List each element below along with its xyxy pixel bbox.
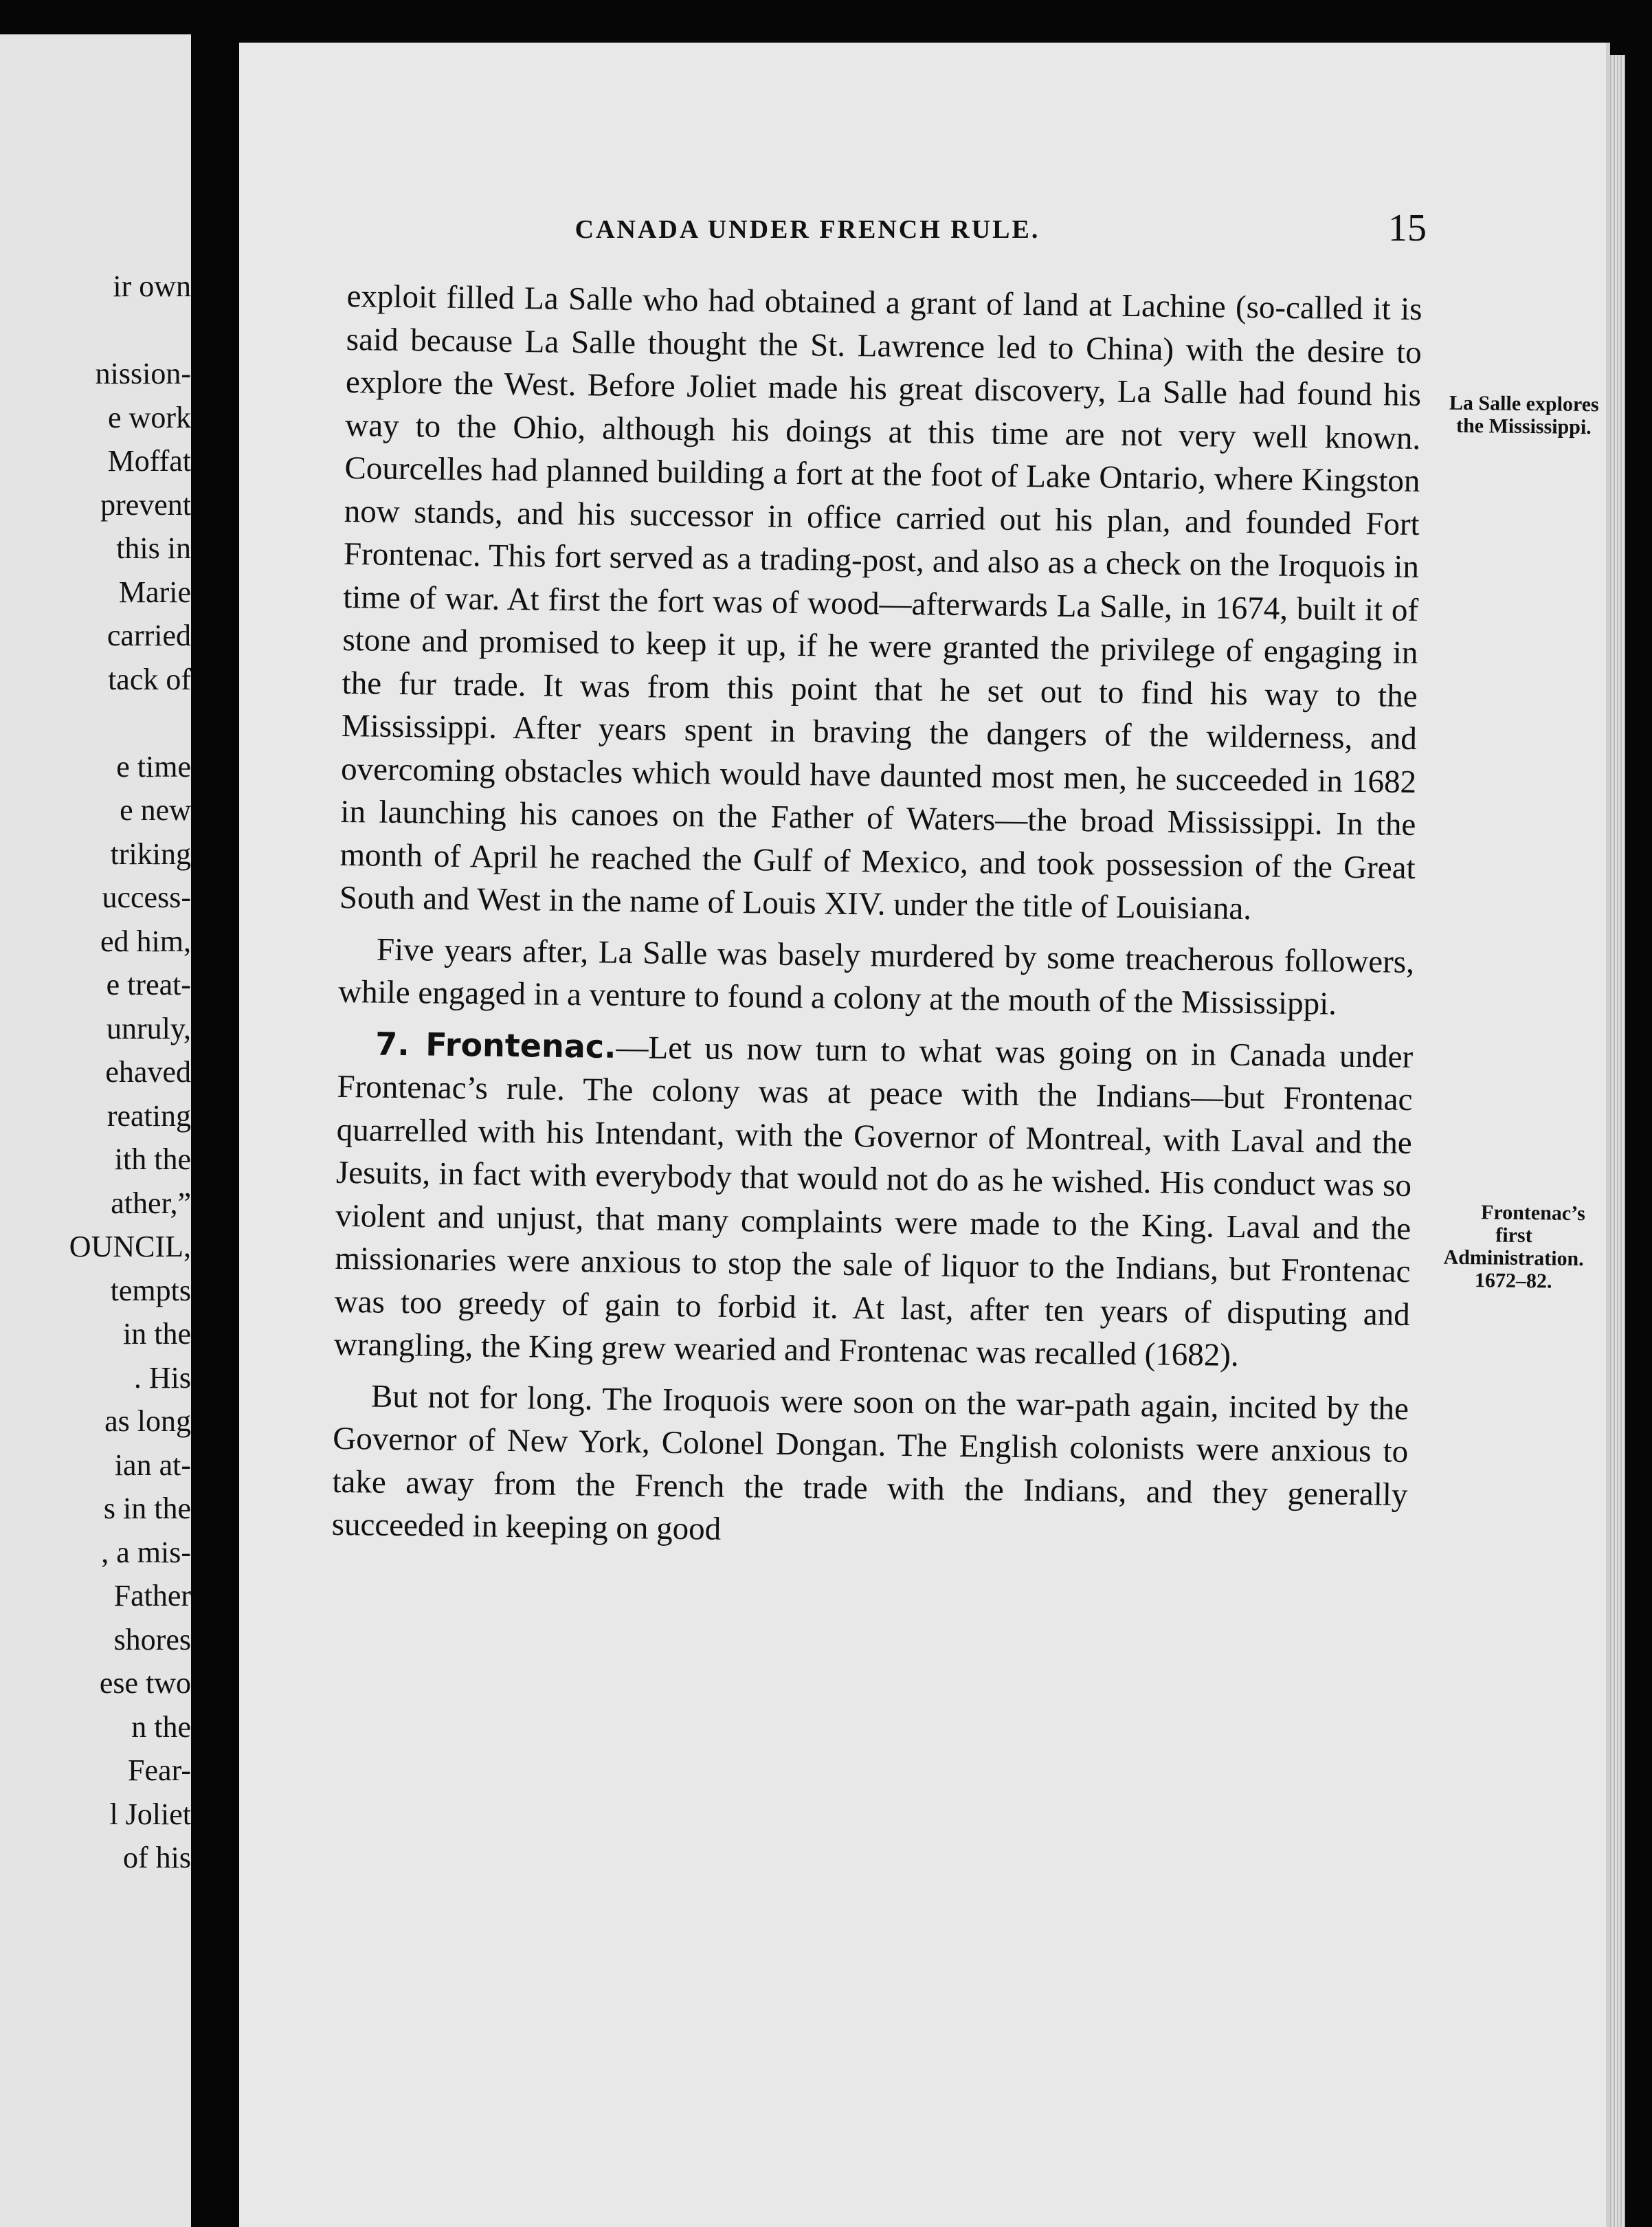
paragraph-la-salle <box>339 275 1599 933</box>
facing-page-line: l Joliet <box>109 1797 191 1831</box>
facing-page-line: . His <box>133 1360 191 1395</box>
facing-page-line: ed him, <box>100 924 191 958</box>
facing-page-fragment <box>0 34 192 2227</box>
margin-note-frontenac <box>1434 1200 1594 1293</box>
margin-note-frontenac-dates: 1672–82. <box>1474 1268 1552 1293</box>
facing-page-line: ese two <box>99 1666 191 1700</box>
facing-page-line: n the <box>131 1709 191 1744</box>
page-edges <box>1610 55 1625 2227</box>
facing-page-line: triking <box>110 836 191 871</box>
facing-page-line: e treat- <box>106 968 191 1001</box>
facing-page-line: this in <box>116 531 191 565</box>
paragraph-la-salle-death: Five years after, La Salle was basely murdered by some treacherous followers, while engaged in a venture to found a colony at the mouth of the Mississippi. <box>337 931 1415 1022</box>
facing-page-line: Father <box>113 1579 191 1613</box>
facing-page-line: ir own <box>113 269 191 303</box>
facing-page-line: tack of <box>108 662 191 696</box>
paragraph-iroquois: But not for long. The Iroquois were soon on the war-path again, incited by the Governor of New York, Colonel Dongan. The English colonists were anxious to take away from the French the trade with the Indians, and they generally succeeded in keeping on good <box>331 1378 1409 1547</box>
facing-page-line: ehaved <box>105 1055 191 1089</box>
running-head: CANADA UNDER FRENCH RULE. <box>574 215 1040 244</box>
page-body <box>331 275 1599 1567</box>
facing-page-line: prevent <box>100 487 191 522</box>
book-gutter <box>191 34 239 2227</box>
facing-page-line: , a mis- <box>101 1535 191 1569</box>
facing-page-line: Fear- <box>128 1753 191 1787</box>
page-number: 15 <box>1388 207 1427 250</box>
facing-page-line: as long <box>104 1404 191 1438</box>
facing-page-line: of his <box>123 1841 191 1874</box>
margin-note-la-salle: La Salle explores the Mississippi. <box>1449 391 1599 439</box>
facing-page-line: e work <box>108 400 191 434</box>
facing-page-line: ian at- <box>114 1448 191 1482</box>
facing-page-line: in the <box>123 1317 191 1351</box>
section-heading-frontenac: 7. Frontenac. <box>375 1025 616 1065</box>
paragraph-frontenac <box>333 1021 1585 1379</box>
facing-page-line: ith the <box>114 1142 191 1176</box>
facing-page-line: carried <box>107 619 191 652</box>
margin-note-frontenac-title: Frontenac’s first Administration. <box>1443 1200 1585 1270</box>
facing-page-line: s in the <box>103 1492 191 1525</box>
facing-page-line: unruly, <box>106 1011 191 1045</box>
facing-page-line: reating <box>107 1098 191 1133</box>
facing-page-line: uccess- <box>102 880 191 914</box>
facing-page-line: e time <box>116 749 191 784</box>
facing-page-line: Moffat <box>107 444 191 478</box>
facing-page-line: tempts <box>110 1273 191 1307</box>
paragraph-frontenac-text: —Let us now turn to what was going on in Canada under Frontenac’s rule. The colony was at peace with the Indians—but Frontenac quarrelled with his Intendant, with the Governor of Montreal, with Laval and the Jesuits, in fact with everybody that would not do as he wished. His conduct was so violent and unjust, that many complaints were made to the King. Laval and the missionaries were anxious to stop the sale of liquor to the Indians, but Frontenac was too greedy of gain to forbid it. At last, after ten years of disputing and wrangling, the King grew wearied and Frontenac was recalled (1682). <box>333 1029 1414 1373</box>
facing-page-line: Marie <box>118 575 191 609</box>
paragraph-la-salle-text: exploit filled La Salle who had obtained a grant of land at Lachine (so-called it is said because La Salle thought the St. Lawrence led to China) with the desire to explore the West. Before Joliet made his great discovery, La Salle had found his way to the Ohio, although his doings at this time are not very well known. Courcelles had planned building a fort at the foot of Lake Ontario, where Kingston now stands, and his successor in office carried out his plan, and founded Fort Frontenac. This fort served as a trading-post, and also as a check on the Iroquois in time of war. At first the fort was of wood—afterwards La Salle, in 1674, built it of stone and promised to keep it up, if he were granted the privilege of engaging in the fur trade. It was from this point that he set out to find his way to the Mississippi. After years spent in braving the dangers of the wilderness, and overcoming obstacles which would have daunted most men, he succeeded in 1682 in launching his canoes on the Father of Waters—the broad Mississippi. In the month of April he reached the Gulf of Mexico, and took possession of the Great South and West in the name of Louis XIV. under the title of Louisiana. <box>339 278 1422 927</box>
facing-page-line: ather,” <box>111 1186 191 1220</box>
facing-page-line: OUNCIL, <box>69 1230 191 1263</box>
facing-page-line: shores <box>113 1622 191 1657</box>
facing-page-line: e new <box>120 793 191 827</box>
facing-page-line: nission- <box>95 357 191 390</box>
